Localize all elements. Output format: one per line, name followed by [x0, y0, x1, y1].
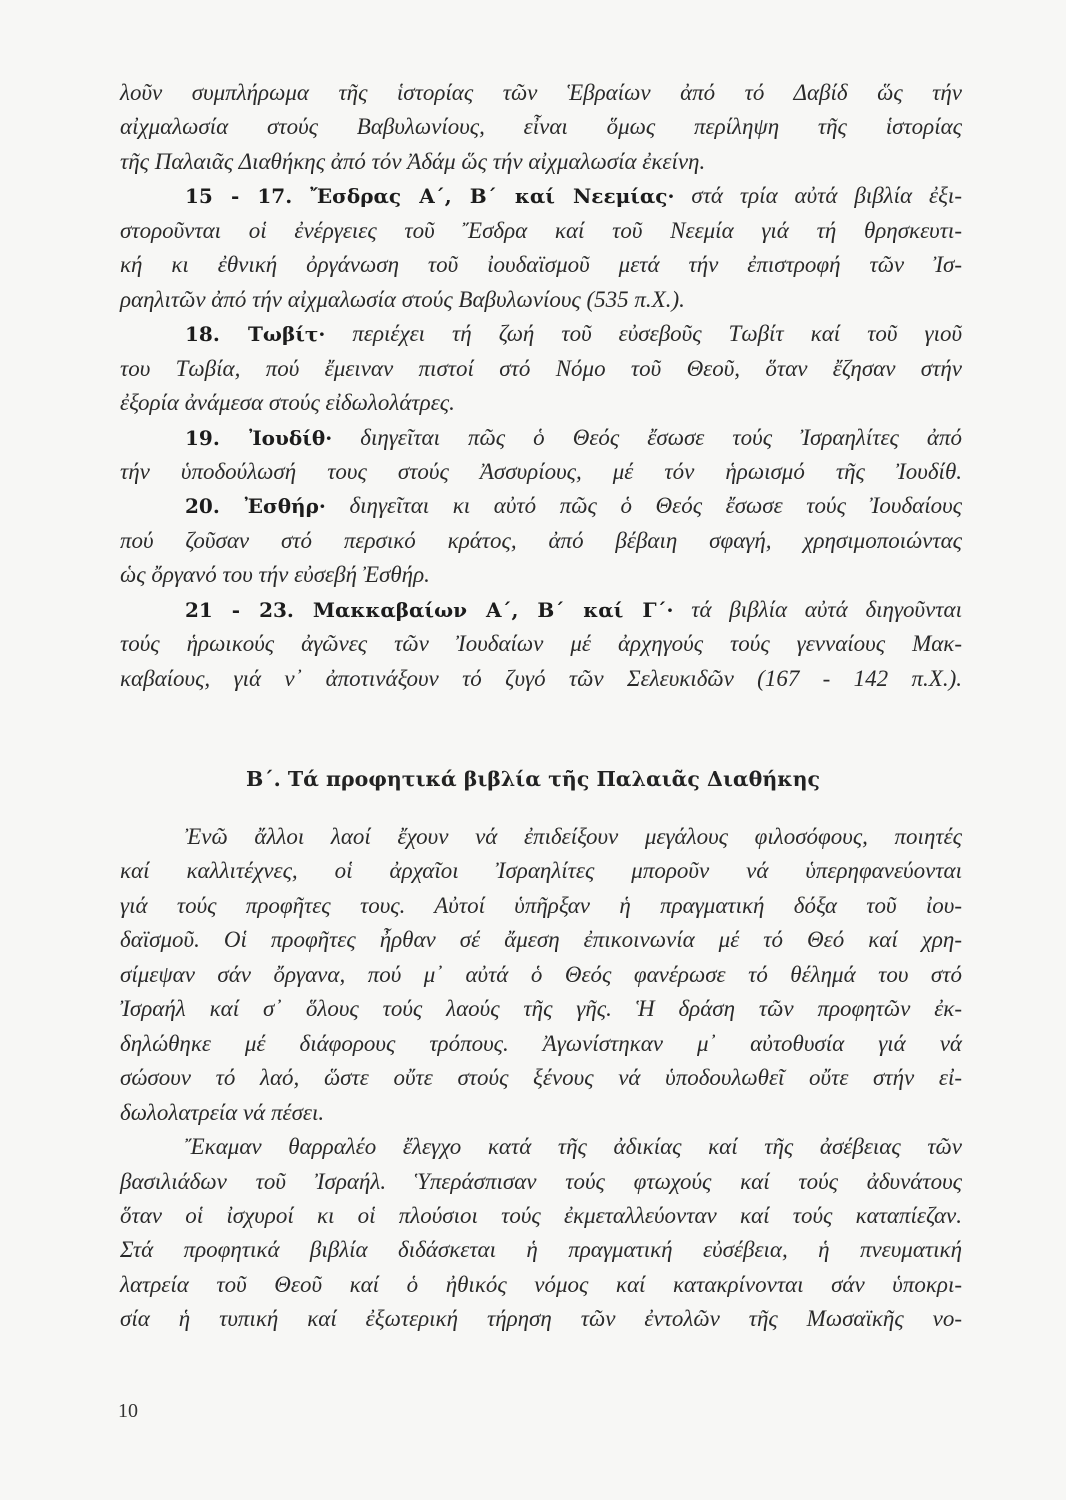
- line-text: τῆς Παλαιᾶς Διαθήκης ἀπό τόν Ἀδάμ ὥς τήν αἰχμαλωσία ἐκείνη.: [120, 148, 706, 174]
- line-text: διηγεῖται κι αὐτό πῶς ὁ Θεός ἔσωσε τούς Ἰουδαίους: [349, 493, 963, 519]
- text-line: [120, 994, 962, 1024]
- line-text: Ἔκαμαν θαρραλέο ἔλεγχο κατά τῆς ἀδικίας καί τῆς ἀσέβειας τῶν: [185, 1134, 962, 1160]
- text-line: [120, 1167, 962, 1197]
- text-line: [120, 629, 962, 659]
- text-line: [120, 78, 962, 108]
- text-line: [120, 250, 962, 280]
- text-line: [120, 891, 962, 921]
- line-text: ραηλιτῶν ἀπό τήν αἰχμαλωσία στούς Βαβυλωνίους (535 π.Χ.).: [120, 286, 685, 312]
- text-line: [120, 1235, 962, 1265]
- text-line: [120, 354, 962, 384]
- text-line: [120, 960, 962, 990]
- text-line: [120, 856, 962, 886]
- line-text: καβαίους, γιά ν᾿ ἀποτινάξουν τό ζυγό τῶν Σελευκιδῶν (167 - 142 π.Χ.).: [120, 665, 962, 691]
- book-title: 18. Τωβίτ·: [185, 322, 326, 347]
- line-text: λοῦν συμπλήρωμα τῆς ἱστορίας τῶν Ἑβραίων ἀπό τό Δαβίδ ὥς τήν: [120, 80, 962, 105]
- book-title: 15 - 17. Ἔσδρας Α΄, Β΄ καί Νεεμίας·: [185, 184, 675, 209]
- text-line: [185, 423, 962, 453]
- line-text: σίμεψαν σάν ὄργανα, πού μ᾿ αὐτά ὁ Θεός φανέρωσε τό θέλημά του στό: [120, 961, 962, 987]
- text-line: [185, 181, 962, 211]
- line-text: γιά τούς προφῆτες τους. Αὐτοί ὑπῆρξαν ἡ πραγματική δόξα τοῦ ἰου-: [120, 892, 962, 918]
- line-text: ὅταν οἱ ἰσχυροί κι οἱ πλούσιοι τούς ἐκμεταλλεύονταν καί τούς καταπίεζαν.: [120, 1202, 962, 1228]
- text-line: [185, 595, 962, 625]
- line-text: τήν ὑποδούλωσή τους στούς Ἀσσυρίους, μέ τόν ἡρωισμό τῆς Ἰουδίθ.: [120, 458, 962, 484]
- line-text: δωλολατρεία νά πέσει.: [120, 1099, 325, 1125]
- section-heading: Β΄. Τά προφητικά βιβλία τῆς Παλαιᾶς Διαθήκης: [246, 767, 820, 791]
- line-text: στά τρία αὐτά βιβλία ἐξι-: [691, 183, 962, 209]
- line-text: κή κι ἐθνική ὀργάνωση τοῦ ἰουδαϊσμοῦ μετά τήν ἐπιστροφή τῶν Ἰσ-: [120, 252, 962, 278]
- text-line: [185, 1132, 962, 1162]
- text-line: [120, 925, 962, 955]
- line-text: δαϊσμοῦ. Οἱ προφῆτες ἦρθαν σέ ἄμεση ἐπικοινωνία μέ τό Θεό καί χρη-: [120, 927, 962, 953]
- text-line: [120, 1029, 962, 1059]
- line-text: διηγεῖται πῶς ὁ Θεός ἔσωσε τούς Ἰσραηλίτες ἀπό: [360, 424, 962, 450]
- line-text: τά βιβλία αὐτά διηγοῦνται: [691, 596, 962, 622]
- text-line: [185, 491, 962, 521]
- line-text: αἰχμαλωσία στούς Βαβυλωνίους, εἶναι ὅμως περίληψη τῆς ἱστορίας: [120, 114, 962, 140]
- line-text: Ἰσραήλ καί σ᾿ ὅλους τούς λαούς τῆς γῆς. Ἡ δράση τῶν προφητῶν ἐκ-: [120, 996, 962, 1022]
- text-line: [120, 147, 962, 177]
- text-line: [185, 822, 962, 852]
- text-line: [120, 457, 962, 487]
- text-line: [120, 1098, 962, 1128]
- line-text: Ἐνῶ ἄλλοι λαοί ἔχουν νά ἐπιδείξουν μεγάλους φιλοσόφους, ποιητές: [185, 824, 962, 849]
- book-title: 21 - 23. Μακκαβαίων Α΄, Β΄ καί Γ΄·: [185, 597, 674, 622]
- line-text: στοροῦνται οἱ ἐνέργειες τοῦ Ἔσδρα καί τοῦ Νεεμία γιά τή θρησκευτι-: [120, 217, 962, 243]
- line-text: βασιλιάδων τοῦ Ἰσραήλ. Ὑπεράσπισαν τούς φτωχούς καί τούς ἀδυνάτους: [120, 1168, 962, 1194]
- line-text: σία ἡ τυπική καί ἐξωτερική τήρηση τῶν ἐντολῶν τῆς Μωσαϊκῆς νο-: [120, 1306, 962, 1332]
- text-line: [120, 1063, 962, 1093]
- line-text: δηλώθηκε μέ διάφορους τρόπους. Ἀγωνίστηκαν μ᾿ αὐτοθυσία γιά νά: [120, 1030, 962, 1056]
- line-text: τούς ἡρωικούς ἀγῶνες τῶν Ἰουδαίων μέ ἀρχηγούς τούς γενναίους Μακ-: [120, 631, 962, 657]
- text-line: [120, 112, 962, 142]
- line-text: σώσουν τό λαό, ὥστε οὔτε στούς ξένους νά ὑποδουλωθεῖ οὔτε στήν εἰ-: [120, 1065, 962, 1091]
- page-number: 10: [118, 1400, 138, 1422]
- text-line: [120, 560, 962, 590]
- text-line: [120, 526, 962, 556]
- text-line: [185, 319, 962, 349]
- line-text: του Τωβία, πού ἔμειναν πιστοί στό Νόμο τοῦ Θεοῦ, ὅταν ἔζησαν στήν: [120, 355, 962, 381]
- book-title: 19. Ἰουδίθ·: [185, 425, 333, 450]
- line-text: περιέχει τή ζωή τοῦ εὐσεβοῦς Τωβίτ καί τοῦ γιοῦ: [352, 321, 963, 347]
- line-text: πού ζοῦσαν στό περσικό κράτος, ἀπό βέβαιη σφαγή, χρησιμοποιώντας: [120, 527, 962, 553]
- text-line: [120, 1201, 962, 1231]
- text-line: [120, 388, 962, 418]
- line-text: λατρεία τοῦ Θεοῦ καί ὁ ἠθικός νόμος καί κατακρίνονται σάν ὑποκρι-: [120, 1271, 962, 1297]
- text-line: [120, 285, 962, 315]
- text-line: [120, 664, 962, 694]
- text-line: [120, 1270, 962, 1300]
- line-text: Στά προφητικά βιβλία διδάσκεται ἡ πραγματική εὐσέβεια, ἡ πνευματική: [120, 1237, 962, 1263]
- line-text: ὡς ὄργανό του τήν εὐσεβή Ἐσθήρ.: [120, 562, 430, 588]
- book-title: 20. Ἐσθήρ·: [185, 494, 326, 519]
- text-line: [120, 216, 962, 246]
- line-text: καί καλλιτέχνες, οἱ ἀρχαῖοι Ἰσραηλίτες μποροῦν νά ὑπερηφανεύονται: [120, 858, 962, 884]
- line-text: ἐξορία ἀνάμεσα στούς εἰδωλολάτρες.: [120, 390, 455, 416]
- text-line: [120, 1304, 962, 1334]
